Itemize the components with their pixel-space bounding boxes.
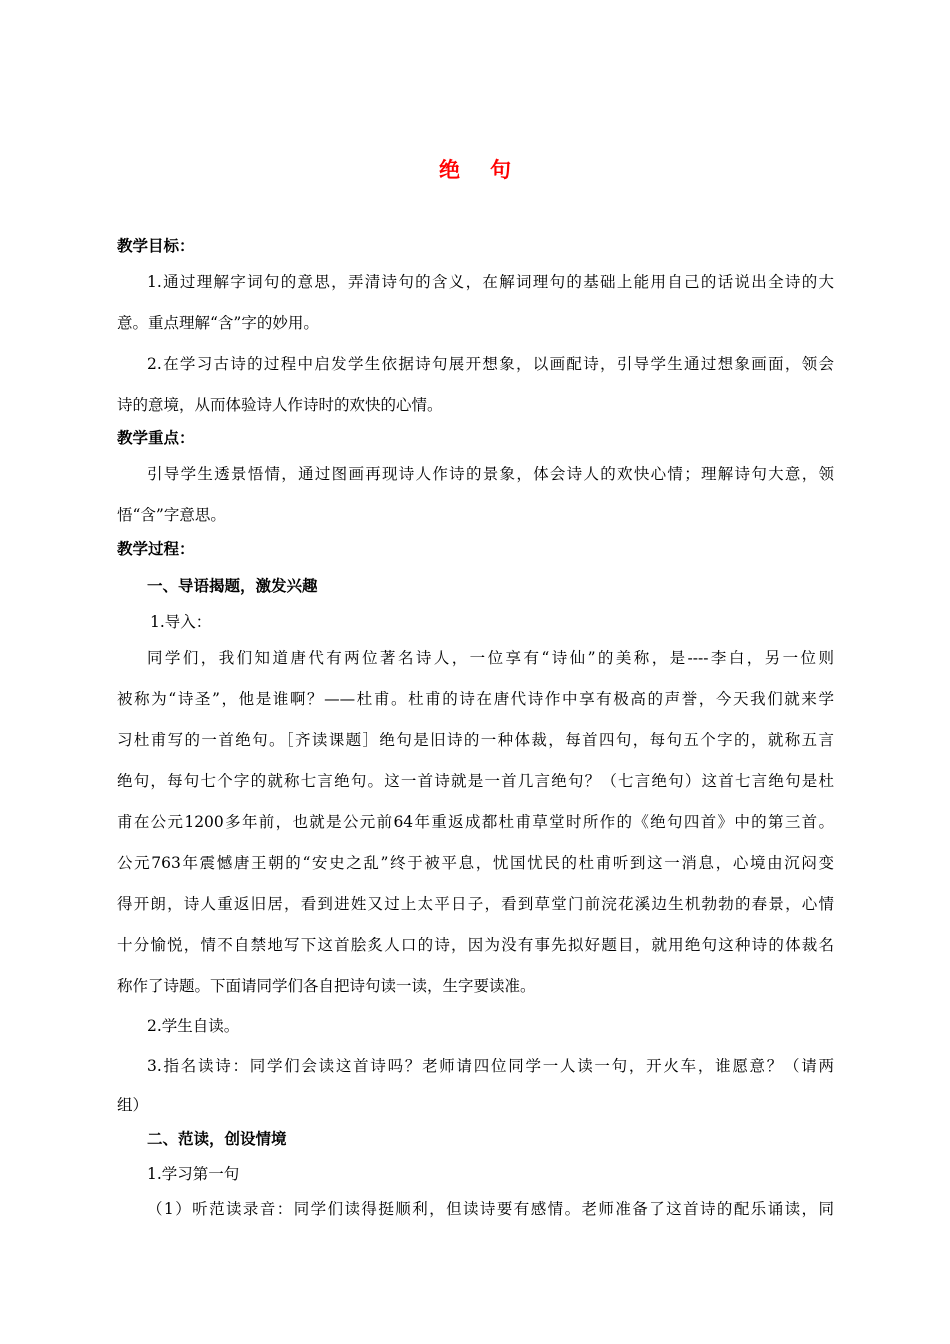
part1-line-13: 组） (117, 1096, 149, 1114)
part2-heading: 二、范读，创设情境 (147, 1130, 287, 1148)
part1-line-10: 称作了诗题。下面请同学们各自把诗句读一读，生字要读准。 (117, 977, 536, 995)
part1-line-2: 同学们，我们知道唐代有两位著名诗人，一位享有“诗仙”的美称，是----李白，另一位则 (147, 649, 834, 667)
part1-heading: 一、导语揭题，激发兴趣 (147, 577, 318, 595)
focus-heading: 教学重点： (117, 429, 195, 447)
part2-line-1: 1.学习第一句 (147, 1165, 240, 1183)
document-title: 绝句 (439, 158, 541, 182)
part2-line-2: （1）听范读录音：同学们读得挺顺利，但读诗要有感情。老师准备了这首诗的配乐诵读，同 (147, 1200, 834, 1218)
part1-line-11: 2.学生自读。 (147, 1017, 240, 1035)
goals-heading: 教学目标： (117, 237, 195, 255)
part1-line-9: 十分愉悦，情不自禁地写下这首脍炙人口的诗，因为没有事先拟好题目，就用绝句这种诗的体裁名 (117, 936, 834, 954)
goals-line-3: 2.在学习古诗的过程中启发学生依据诗句展开想象，以画配诗，引导学生通过想象画面，领会 (147, 355, 834, 373)
part1-line-5: 绝句，每句七个字的就称七言绝句。这一首诗就是一首几言绝句？（七言绝句）这首七言绝句是杜 (117, 772, 834, 790)
goals-line-2: 意。重点理解“含”字的妙用。 (117, 314, 319, 332)
goals-line-4: 诗的意境，从而体验诗人作诗时的欢快的心情。 (117, 396, 443, 414)
part1-line-1: 1.导入： (150, 613, 212, 631)
goals-line-1: 1.通过理解字词句的意思，弄清诗句的含义，在解词理句的基础上能用自己的话说出全诗的大 (147, 273, 834, 291)
part1-line-4: 习杜甫写的一首绝句。［齐读课题］绝句是旧诗的一种体裁，每首四句，每句五个字的，就称五言 (117, 731, 834, 749)
part1-line-3: 被称为“诗圣”，他是谁啊？——杜甫。杜甫的诗在唐代诗作中享有极高的声誉，今天我们就来学 (117, 690, 834, 708)
focus-line-2: 悟“含”字意思。 (117, 506, 226, 524)
part1-line-7: 公元763年震憾唐王朝的“安史之乱”终于被平息，忧国忧民的杜甫听到这一消息，心境由沉闷变 (117, 854, 834, 872)
process-heading: 教学过程： (117, 540, 195, 558)
part1-line-8: 得开朗，诗人重返旧居，看到进姓又过上太平日子，看到草堂门前浣花溪边生机勃勃的春景，心情 (117, 895, 834, 913)
part1-line-12: 3.指名读诗：同学们会读这首诗吗？老师请四位同学一人读一句，开火车，谁愿意？（请两 (147, 1057, 834, 1075)
part1-line-6: 甫在公元1200多年前，也就是公元前64年重返成都杜甫草堂时所作的《绝句四首》中的第三首。 (117, 813, 834, 831)
focus-line-1: 引导学生透景悟情，通过图画再现诗人作诗的景象，体会诗人的欢快心情；理解诗句大意，领 (147, 465, 834, 483)
